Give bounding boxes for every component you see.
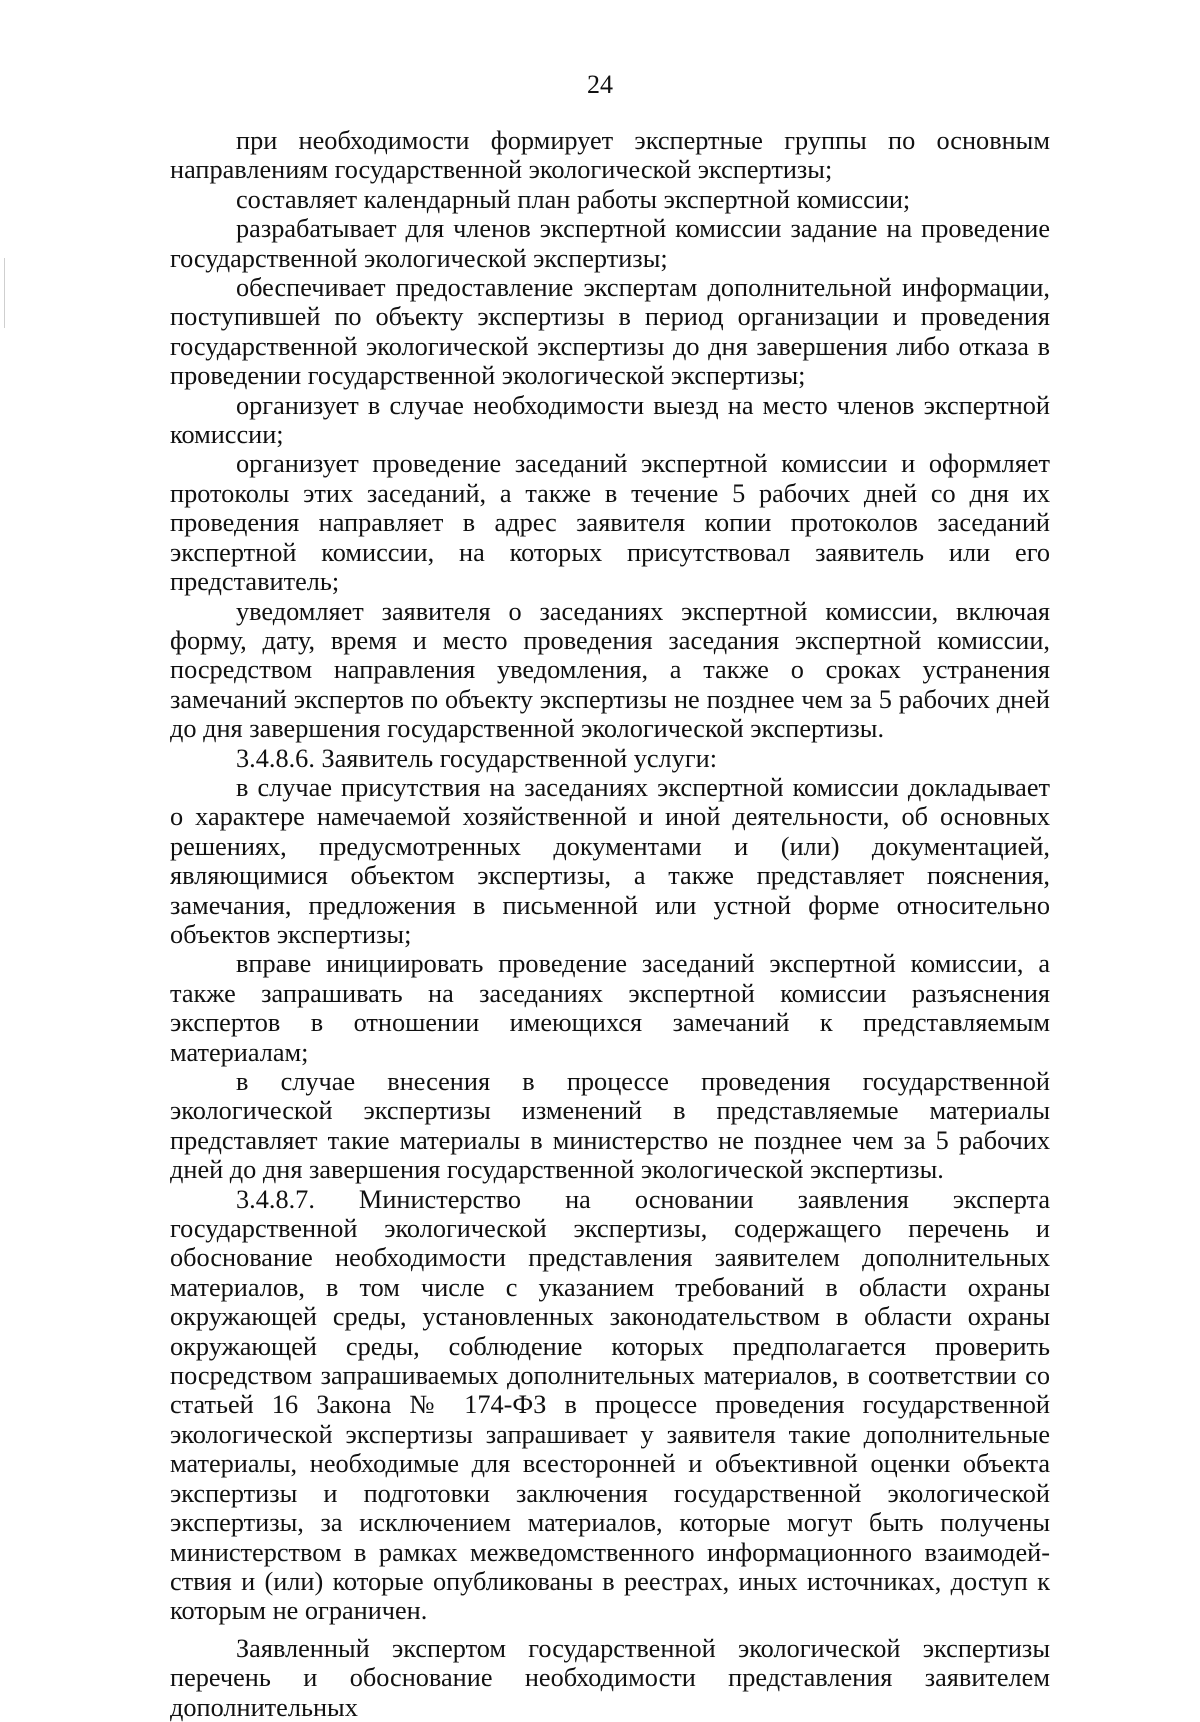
paragraph-site-visit: организует в случае необходимости выезд на место членов экспертной комиссии; [170,390,1050,450]
paragraph-expert-groups: при необходимости формирует экспертные группы по основным направлениям государственной экологической экспертизы; [170,126,1050,185]
paragraph-applicant-rights: вправе инициировать проведение заседаний экспертной комиссии, а также запрашивать на заседаниях экспертной комиссии разъяснения экспертов в отношении имеющихся замечаний к представляемым материалам; [170,949,1050,1067]
paragraph-applicant-report: в случае присутствия на заседаниях экспертной комиссии докладывает о характере намечаемой хозяйственной и иной деятельности, об основных решениях, предусмотренных документами и (или) документацией, являющимися объектом экспертизы, а также представляет пояснения, замечания, предложения в письменной или устной форме относительно объектов экспертизы; [170,772,1050,949]
paragraph-task-for-members: разрабатывает для членов экспертной комиссии задание на проведение государственной экологической экспертизы; [170,214,1050,273]
paragraph-declared-list: Заявленный экспертом государственной экологической экспертизы перечень и обоснование необходимости представления заявителем дополнительных [170,1633,1050,1722]
paragraph-calendar-plan: составляет календарный план работы экспертной комиссии; [236,184,911,214]
paragraph-section-3-4-8-6: 3.4.8.6. Заявитель государственной услуги: [236,743,717,773]
paragraph-additional-info: обеспечивает предоставление экспертам дополнительной информации, поступившей по объекту экспертизы в период организации и проведения государственной экологической экспертизы до дня завершения либо отказа в проведении государственной экологической экспертизы; [170,273,1050,391]
paragraph-applicant-notification: уведомляет заявителя о заседаниях экспертной комиссии, включая форму, дату, время и место проведения заседания экспертной комиссии, посредством направления уведомления, а также о сроках устранения замечаний экспертов по объекту экспертизы не позднее чем за 5 рабочих дней до дня завершения государственной экологической экспертизы. [170,596,1050,744]
document-body [170,126,1050,1722]
paragraph-section-3-4-8-7: 3.4.8.7. Министерство на основании заявления эксперта государственной экологической экспертизы, содержащего перечень и обоснование необходимости представления заявителем дополнительных материалов, в том числе с указанием требований в области охраны окружающей среды, установленных законодательством в области охраны окружающей среды, соблюдение которых предполагается проверить посредством запрашиваемых дополнительных материалов, в соответствии со статьей 16 Закона № 174-ФЗ в процессе проведения государственной экологической экспертизы запрашивает у заявителя такие дополнительные материалы, необходимые для всесторонней и объективной оценки объекта экспертизы и подготовки заключения государственной экологической экспертизы, за исключением материалов, которые могут быть получены министерством в рамках межведомственного информационного взаимодействия и (или) которые опубликованы в реестрах, иных источниках, доступ к которым не ограничен. [170,1184,1050,1626]
scan-edge-mark [4,258,5,328]
paragraph-material-changes: в случае внесения в процессе проведения государственной экологической экспертизы изменений в представляемые материалы представляет такие материалы в министерство не позднее чем за 5 рабочих дней до дня завершения государственной экологической экспертизы. [170,1067,1050,1185]
paragraph-meeting-protocols: организует проведение заседаний экспертной комиссии и оформляет протоколы этих заседаний, а также в течение 5 рабочих дней со дня их проведения направляет в адрес заявителя копии протоколов заседаний экспертной комиссии, на которых присутствовал заявитель или его представитель; [170,449,1050,597]
page-number: 24 [587,70,613,99]
